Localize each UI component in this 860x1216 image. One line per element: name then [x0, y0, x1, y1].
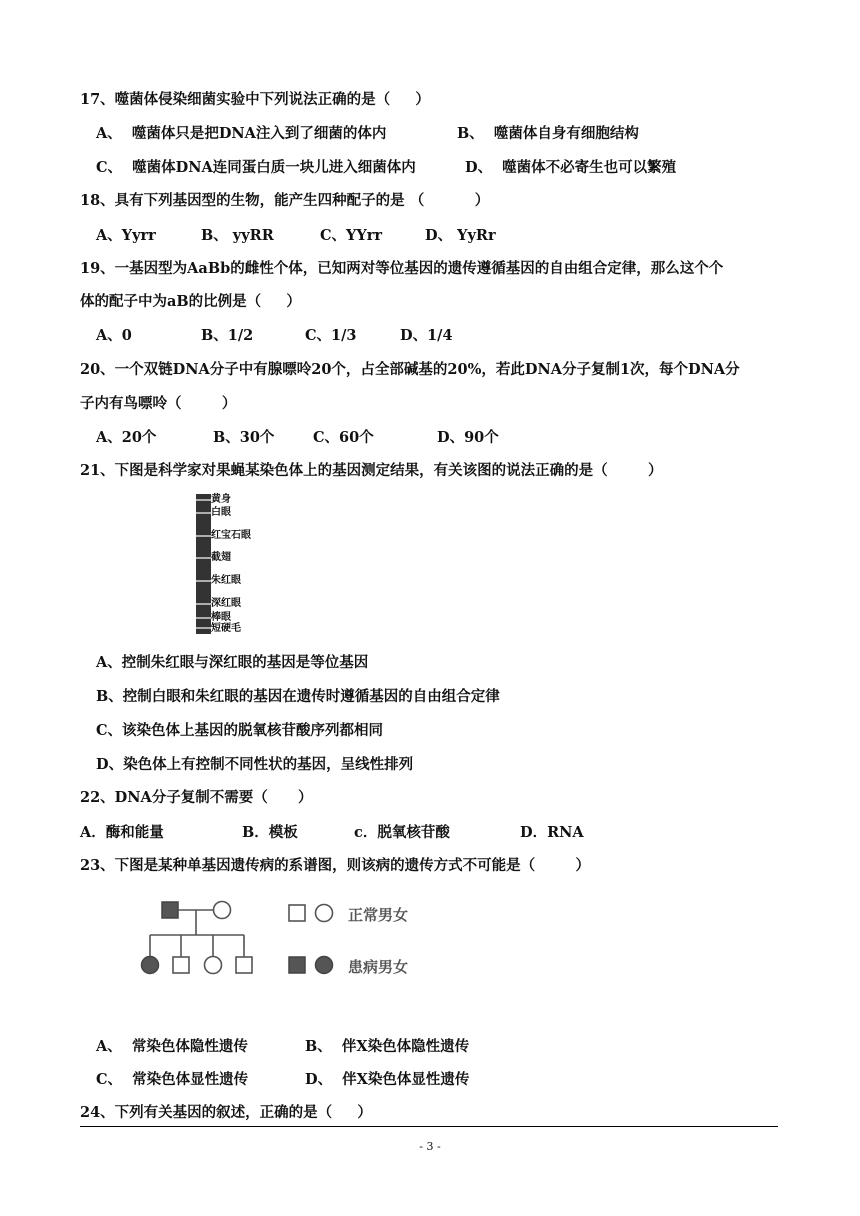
q22-option-b: B．模板	[242, 824, 298, 841]
normal-mother-circle	[214, 902, 231, 919]
q18-option-b: B、 yyRR	[201, 227, 274, 244]
pedigree-tree	[138, 893, 268, 983]
q21-option-a: A、控制朱红眼与深红眼的基因是等位基因	[96, 654, 369, 671]
q23-option-a: A、 常染色体隐性遗传	[96, 1038, 248, 1055]
q20-stem-line2: 子内有鸟嘌呤（ ）	[80, 395, 237, 412]
q19-stem-line1: 19、一基因型为AaBb的雌性个体，已知两对等位基因的遗传遵循基因的自由组合定律，那么这个个	[80, 260, 724, 277]
legend-normal-label: 正常男女	[348, 906, 409, 924]
q20-option-c: C、60个	[313, 429, 374, 446]
q24-stem: 24、下列有关基因的叙述，正确的是（ ）	[80, 1104, 372, 1121]
q23-option-b: B、 伴X染色体隐性遗传	[305, 1038, 470, 1055]
q18-option-c: C、YYrr	[320, 227, 383, 244]
legend-normal-male-square	[289, 905, 305, 921]
legend-affected-female-circle	[316, 957, 333, 974]
q19-option-d: D、1/4	[400, 327, 453, 344]
q19-stem-line2: 体的配子中为aB的比例是（ ）	[80, 293, 301, 310]
q19-option-a: A、0	[96, 327, 132, 344]
q17-option-c: C、 噬菌体DNA连同蛋白质一块儿进入细菌体内	[96, 159, 416, 176]
q23-stem: 23、下图是某种单基因遗传病的系谱图，则该病的遗传方式不可能是（ ）	[80, 857, 591, 874]
q22-option-c: c．脱氧核苷酸	[354, 824, 450, 841]
q23-option-c: C、 常染色体显性遗传	[96, 1071, 249, 1088]
q17-option-a: A、 噬菌体只是把DNA注入到了细菌的体内	[96, 125, 387, 142]
gene-label-ruby-eye: 红宝石眼	[211, 530, 251, 541]
q22-stem: 22、DNA分子复制不需要（ ）	[80, 789, 313, 806]
normal-son-square	[173, 957, 189, 973]
chromosome-body	[196, 494, 211, 634]
q21-stem: 21、下图是科学家对果蝇某染色体上的基因测定结果，有关该图的说法正确的是（ ）	[80, 462, 663, 479]
gene-label-vermilion-eye: 朱红眼	[211, 575, 241, 586]
legend-affected-label: 患病男女	[348, 958, 409, 976]
pedigree-chart	[138, 893, 438, 983]
legend-affected-male-square	[289, 957, 305, 973]
q17-stem: 17、噬菌体侵染细菌实验中下列说法正确的是（ ）	[80, 91, 430, 108]
gene-label-yellow-body: 黄身	[211, 494, 231, 505]
chromosome-gene-map	[196, 494, 276, 640]
q19-option-c: C、1/3	[305, 327, 357, 344]
q19-option-b: B、1/2	[201, 327, 254, 344]
gene-label-white-eye: 白眼	[211, 507, 231, 518]
q21-option-c: C、该染色体上基因的脱氧核苷酸序列都相同	[96, 722, 384, 739]
legend-normal-female-circle	[316, 905, 333, 922]
normal-son-square	[236, 957, 252, 973]
pedigree-legend-symbols	[286, 893, 336, 983]
gene-label-garnet-eye: 深红眼	[211, 598, 241, 609]
q21-option-d: D、染色体上有控制不同性状的基因，呈线性排列	[96, 756, 414, 773]
normal-daughter-circle	[205, 957, 222, 974]
q18-option-d: D、 YyRr	[425, 227, 496, 244]
q23-option-d: D、 伴X染色体显性遗传	[305, 1071, 470, 1088]
q20-option-b: B、30个	[213, 429, 275, 446]
q18-stem: 18、具有下列基因型的生物，能产生四种配子的是 （ ）	[80, 192, 490, 209]
gene-label-bar-eye: 棒眼	[211, 612, 231, 623]
q17-option-d: D、 噬菌体不必寄生也可以繁殖	[465, 159, 677, 176]
q17-option-b: B、 噬菌体自身有细胞结构	[457, 125, 639, 142]
affected-father-square	[162, 902, 178, 918]
footer-divider	[80, 1126, 778, 1127]
q20-stem-line1: 20、一个双链DNA分子中有腺嘌呤20个，占全部碱基的20%，若此DNA分子复制1次，每个DNA分	[80, 361, 740, 378]
q20-option-a: A、20个	[96, 429, 157, 446]
gene-label-short-bristle: 短硬毛	[211, 623, 241, 634]
page-number: - 3 -	[419, 1140, 441, 1153]
q22-option-a: A．酶和能量	[80, 824, 164, 841]
q20-option-d: D、90个	[437, 429, 499, 446]
q18-option-a: A、Yyrr	[96, 227, 156, 244]
affected-daughter-circle	[142, 957, 159, 974]
q22-option-d: D．RNA	[520, 824, 584, 841]
gene-label-cut-wing: 截翅	[211, 552, 231, 563]
q21-option-b: B、控制白眼和朱红眼的基因在遗传时遵循基因的自由组合定律	[96, 688, 500, 705]
